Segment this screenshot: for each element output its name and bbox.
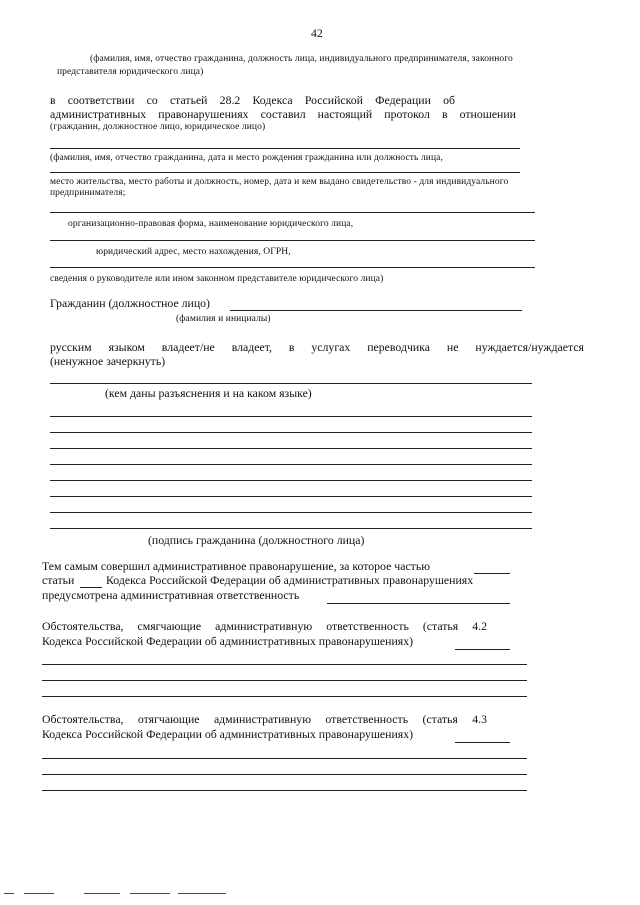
legal-caption-line1: организационно-правовая форма, наименование юридического лица, — [68, 219, 354, 229]
legal-caption-line3: сведения о руководителе или ином законном представителе юридического лица) — [50, 274, 384, 284]
offense-line1: Тем самым совершил административное правонарушение, за которое частью — [42, 559, 431, 573]
legal-caption-line2: юридический адрес, место нахождения, ОГРН, — [96, 247, 291, 257]
scan-artifact — [130, 893, 170, 894]
fill-line[interactable] — [50, 432, 532, 433]
header-caption-line1: (фамилия, имя, отчество гражданина, должность лица, индивидуального предпринимателя, законного — [90, 54, 513, 64]
fill-line[interactable] — [50, 172, 520, 173]
fill-line[interactable] — [50, 383, 532, 384]
person-caption-line2a: место жительства, место работы и должность, номер, дата и кем выдано свидетельство - для индивидуального — [50, 177, 509, 187]
intro-line1: в соответствии со статьей 28.2 Кодекса Российской Федерации об — [50, 93, 455, 107]
scan-artifact — [4, 893, 14, 894]
scan-artifact — [24, 893, 54, 894]
scan-artifact — [84, 893, 120, 894]
header-caption-line2: представителя юридического лица) — [57, 67, 204, 77]
fill-line[interactable] — [50, 496, 532, 497]
fill-line[interactable] — [42, 680, 527, 681]
mitigating-line1: Обстоятельства, смягчающие административную ответственность (статья 4.2 — [42, 619, 487, 633]
citizen-caption: (фамилия и инициалы) — [176, 314, 271, 324]
language-line2: (ненужное зачеркнуть) — [50, 354, 166, 368]
aggravating-line1: Обстоятельства, отягчающие административную ответственность (статья 4.3 — [42, 712, 487, 726]
scan-artifact — [178, 893, 226, 894]
signature-caption: (подпись гражданина (должностного лица) — [148, 533, 365, 547]
fill-line[interactable] — [50, 416, 532, 417]
language-caption: (кем даны разъяснения и на каком языке) — [105, 386, 312, 400]
language-line1: русским языком владеет/не владеет, в услугах переводчика не нуждается/нуждается — [50, 340, 584, 354]
fill-line[interactable] — [42, 774, 527, 775]
aggravating-line2: Кодекса Российской Федерации об административных правонарушениях) — [42, 727, 414, 741]
fill-line[interactable] — [42, 696, 527, 697]
fill-line[interactable] — [50, 148, 520, 149]
fill-line[interactable] — [50, 512, 532, 513]
offense-line2-label: статьи — [42, 573, 75, 587]
citizen-name-field[interactable] — [230, 310, 522, 311]
fill-line[interactable] — [50, 464, 532, 465]
liability-field[interactable] — [327, 603, 510, 604]
intro-line2: административных правонарушениях составил настоящий протокол в отношении — [50, 107, 516, 121]
person-caption-line2b: предпринимателя; — [50, 188, 126, 198]
offense-line2-text: Кодекса Российской Федерации об административных правонарушениях — [106, 573, 474, 587]
fill-line[interactable] — [50, 240, 535, 241]
page-number: 42 — [311, 26, 323, 40]
intro-caption: (гражданин, должностное лицо, юридическое лицо) — [50, 122, 266, 132]
fill-line[interactable] — [50, 448, 532, 449]
fill-line[interactable] — [50, 267, 535, 268]
fill-line[interactable] — [50, 212, 535, 213]
fill-line[interactable] — [42, 790, 527, 791]
fill-line[interactable] — [455, 742, 510, 743]
fill-line[interactable] — [42, 758, 527, 759]
fill-line[interactable] — [50, 528, 532, 529]
person-caption-line1: (фамилия, имя, отчество гражданина, дата и место рождения гражданина или должность лица, — [50, 153, 443, 163]
citizen-label: Гражданин (должностное лицо) — [50, 296, 210, 310]
fill-line[interactable] — [50, 480, 532, 481]
fill-line[interactable] — [42, 664, 527, 665]
fill-line[interactable] — [455, 649, 510, 650]
offense-line3: предусмотрена административная ответственность — [42, 588, 300, 602]
mitigating-line2: Кодекса Российской Федерации об административных правонарушениях) — [42, 634, 414, 648]
part-field[interactable] — [474, 573, 510, 574]
